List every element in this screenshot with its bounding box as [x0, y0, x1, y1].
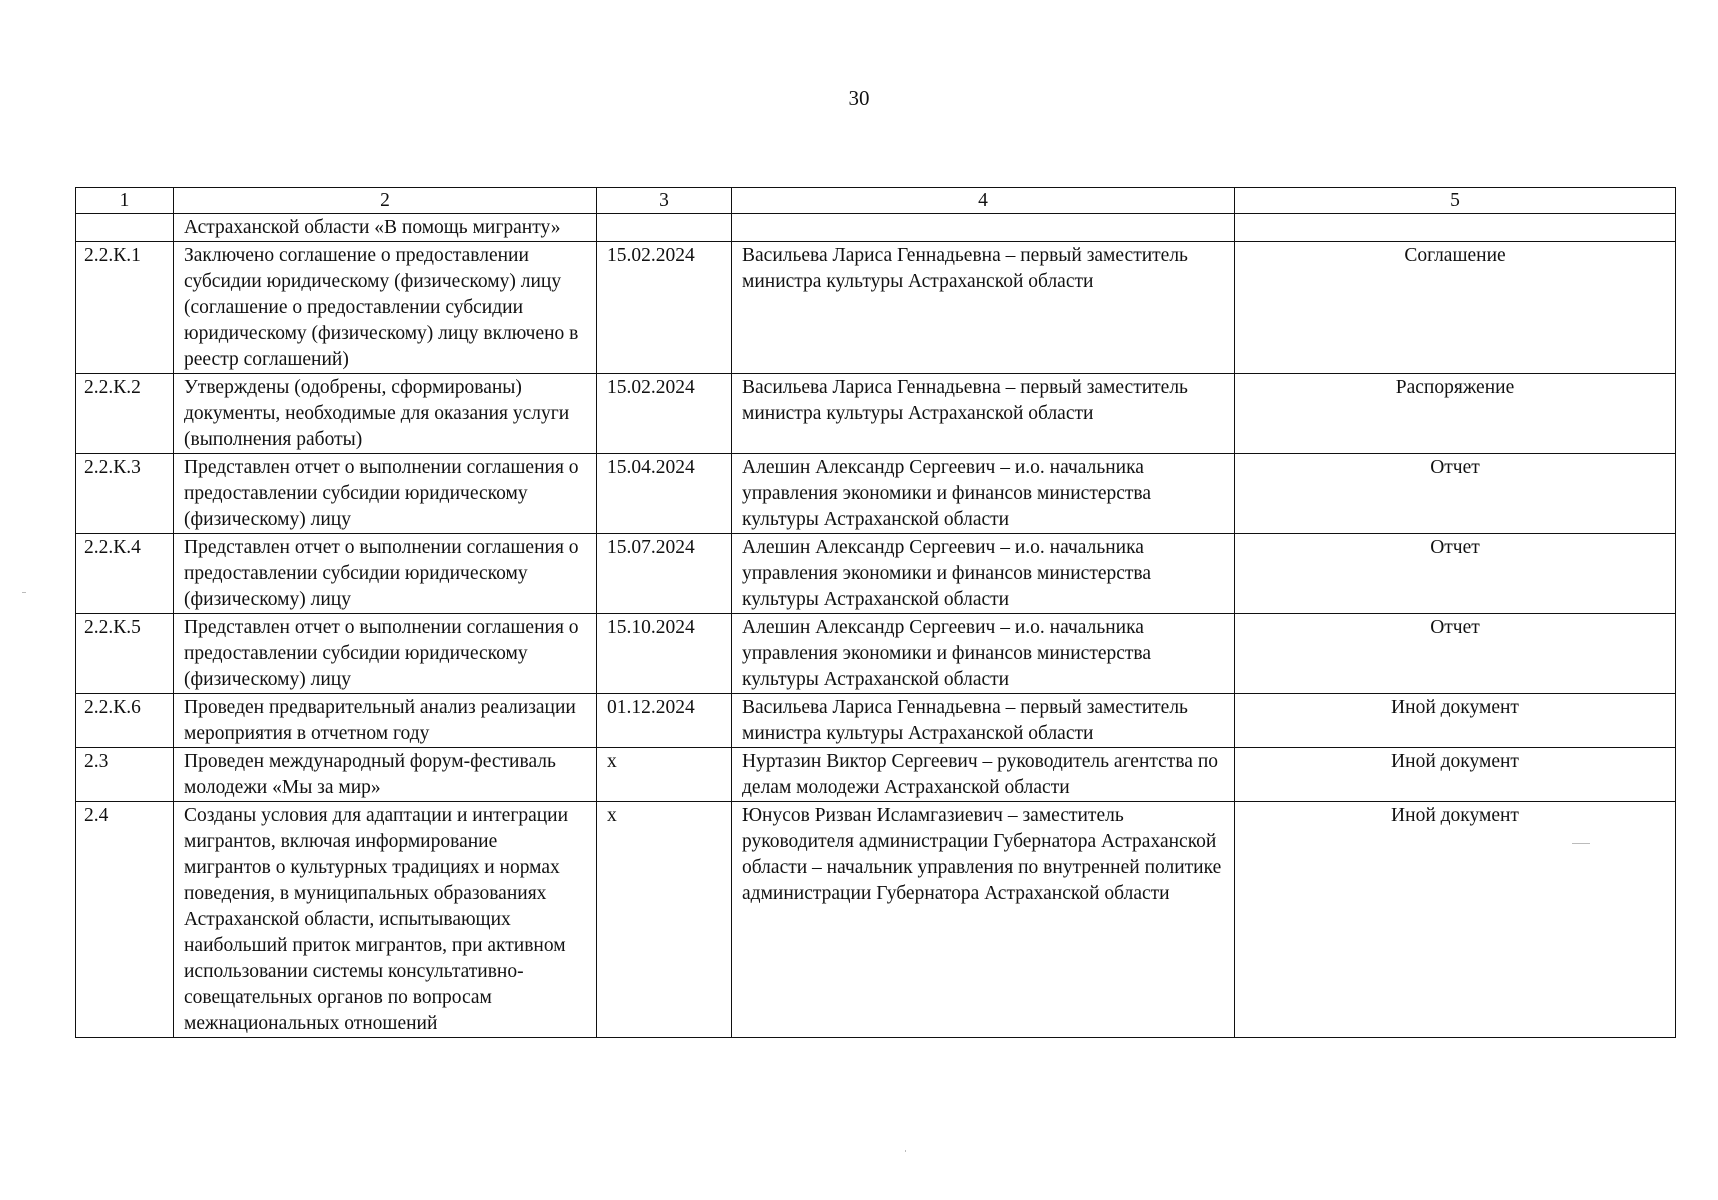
table-row: [76, 748, 1676, 802]
table-row: [76, 614, 1676, 694]
column-header: 5: [1235, 188, 1676, 214]
row-number: 2.2.К.1: [76, 242, 174, 374]
row-number: 2.2.К.4: [76, 534, 174, 614]
table-row: [76, 802, 1676, 1038]
column-header: 4: [732, 188, 1235, 214]
row-number: 2.2.К.2: [76, 374, 174, 454]
table-row: [76, 454, 1676, 534]
responsible-person: Алешин Александр Сергеевич – и.о. начальника управления экономики и финансов министерства культуры Астраханской области: [732, 454, 1235, 534]
event-description: Утверждены (одобрены, сформированы) документы, необходимые для оказания услуги (выполнения работы): [174, 374, 597, 454]
due-date: х: [597, 748, 732, 802]
responsible-person: [732, 214, 1235, 242]
table-row: [76, 242, 1676, 374]
event-description: Проведен международный форум-фестиваль молодежи «Мы за мир»: [174, 748, 597, 802]
event-description: Представлен отчет о выполнении соглашения о предоставлении субсидии юридическому (физическому) лицу: [174, 614, 597, 694]
event-description: Созданы условия для адаптации и интеграции мигрантов, включая информирование мигрантов о культурных традициях и нормах поведения, в муниципальных образованиях Астраханской области, испытывающих наибольший приток мигрантов, при активном использовании системы консультативно-совещательных органов по вопросам межнациональных отношений: [174, 802, 597, 1038]
document-type: Отчет: [1235, 614, 1676, 694]
document-table: [75, 187, 1676, 1038]
document-type: Соглашение: [1235, 242, 1676, 374]
document-type: [1235, 214, 1676, 242]
due-date: х: [597, 802, 732, 1038]
table-row: [76, 534, 1676, 614]
document-type: Иной документ: [1235, 748, 1676, 802]
responsible-person: Алешин Александр Сергеевич – и.о. начальника управления экономики и финансов министерства культуры Астраханской области: [732, 534, 1235, 614]
row-number: 2.2.К.6: [76, 694, 174, 748]
row-number: 2.3: [76, 748, 174, 802]
row-number: [76, 214, 174, 242]
due-date: 15.07.2024: [597, 534, 732, 614]
row-number: 2.2.К.3: [76, 454, 174, 534]
event-description: Заключено соглашение о предоставлении субсидии юридическому (физическому) лицу (соглашение о предоставлении субсидии юридическому (физическому) лицу включено в реестр соглашений): [174, 242, 597, 374]
responsible-person: Нуртазин Виктор Сергеевич – руководитель агентства по делам молодежи Астраханской области: [732, 748, 1235, 802]
event-description: Представлен отчет о выполнении соглашения о предоставлении субсидии юридическому (физическому) лицу: [174, 534, 597, 614]
due-date: 15.02.2024: [597, 242, 732, 374]
due-date: 15.02.2024: [597, 374, 732, 454]
document-type: Иной документ: [1235, 694, 1676, 748]
event-description: Представлен отчет о выполнении соглашения о предоставлении субсидии юридическому (физическому) лицу: [174, 454, 597, 534]
scan-speck: [22, 592, 26, 593]
responsible-person: Юнусов Ризван Исламгазиевич – заместитель руководителя администрации Губернатора Астраханской области – начальник управления по внутренней политике администрации Губернатора Астраханской области: [732, 802, 1235, 1038]
table-row: [76, 694, 1676, 748]
responsible-person: Васильева Лариса Геннадьевна – первый заместитель министра культуры Астраханской области: [732, 694, 1235, 748]
column-header: 1: [76, 188, 174, 214]
responsible-person: Алешин Александр Сергеевич – и.о. начальника управления экономики и финансов министерства культуры Астраханской области: [732, 614, 1235, 694]
column-header: 3: [597, 188, 732, 214]
scan-speck: [1572, 843, 1590, 844]
due-date: 01.12.2024: [597, 694, 732, 748]
document-type: Иной документ: [1235, 802, 1676, 1038]
event-description: Астраханской области «В помощь мигранту»: [174, 214, 597, 242]
document-type: Отчет: [1235, 454, 1676, 534]
event-description: Проведен предварительный анализ реализации мероприятия в отчетном году: [174, 694, 597, 748]
row-number: 2.4: [76, 802, 174, 1038]
table-header-row: [76, 188, 1676, 214]
scan-speck: [905, 1150, 906, 1152]
page-number: 30: [848, 86, 870, 110]
document-type: Распоряжение: [1235, 374, 1676, 454]
row-number: 2.2.К.5: [76, 614, 174, 694]
due-date: [597, 214, 732, 242]
responsible-person: Васильева Лариса Геннадьевна – первый заместитель министра культуры Астраханской области: [732, 242, 1235, 374]
due-date: 15.10.2024: [597, 614, 732, 694]
table-row: [76, 374, 1676, 454]
document-type: Отчет: [1235, 534, 1676, 614]
due-date: 15.04.2024: [597, 454, 732, 534]
table-row: [76, 214, 1676, 242]
responsible-person: Васильева Лариса Геннадьевна – первый заместитель министра культуры Астраханской области: [732, 374, 1235, 454]
column-header: 2: [174, 188, 597, 214]
